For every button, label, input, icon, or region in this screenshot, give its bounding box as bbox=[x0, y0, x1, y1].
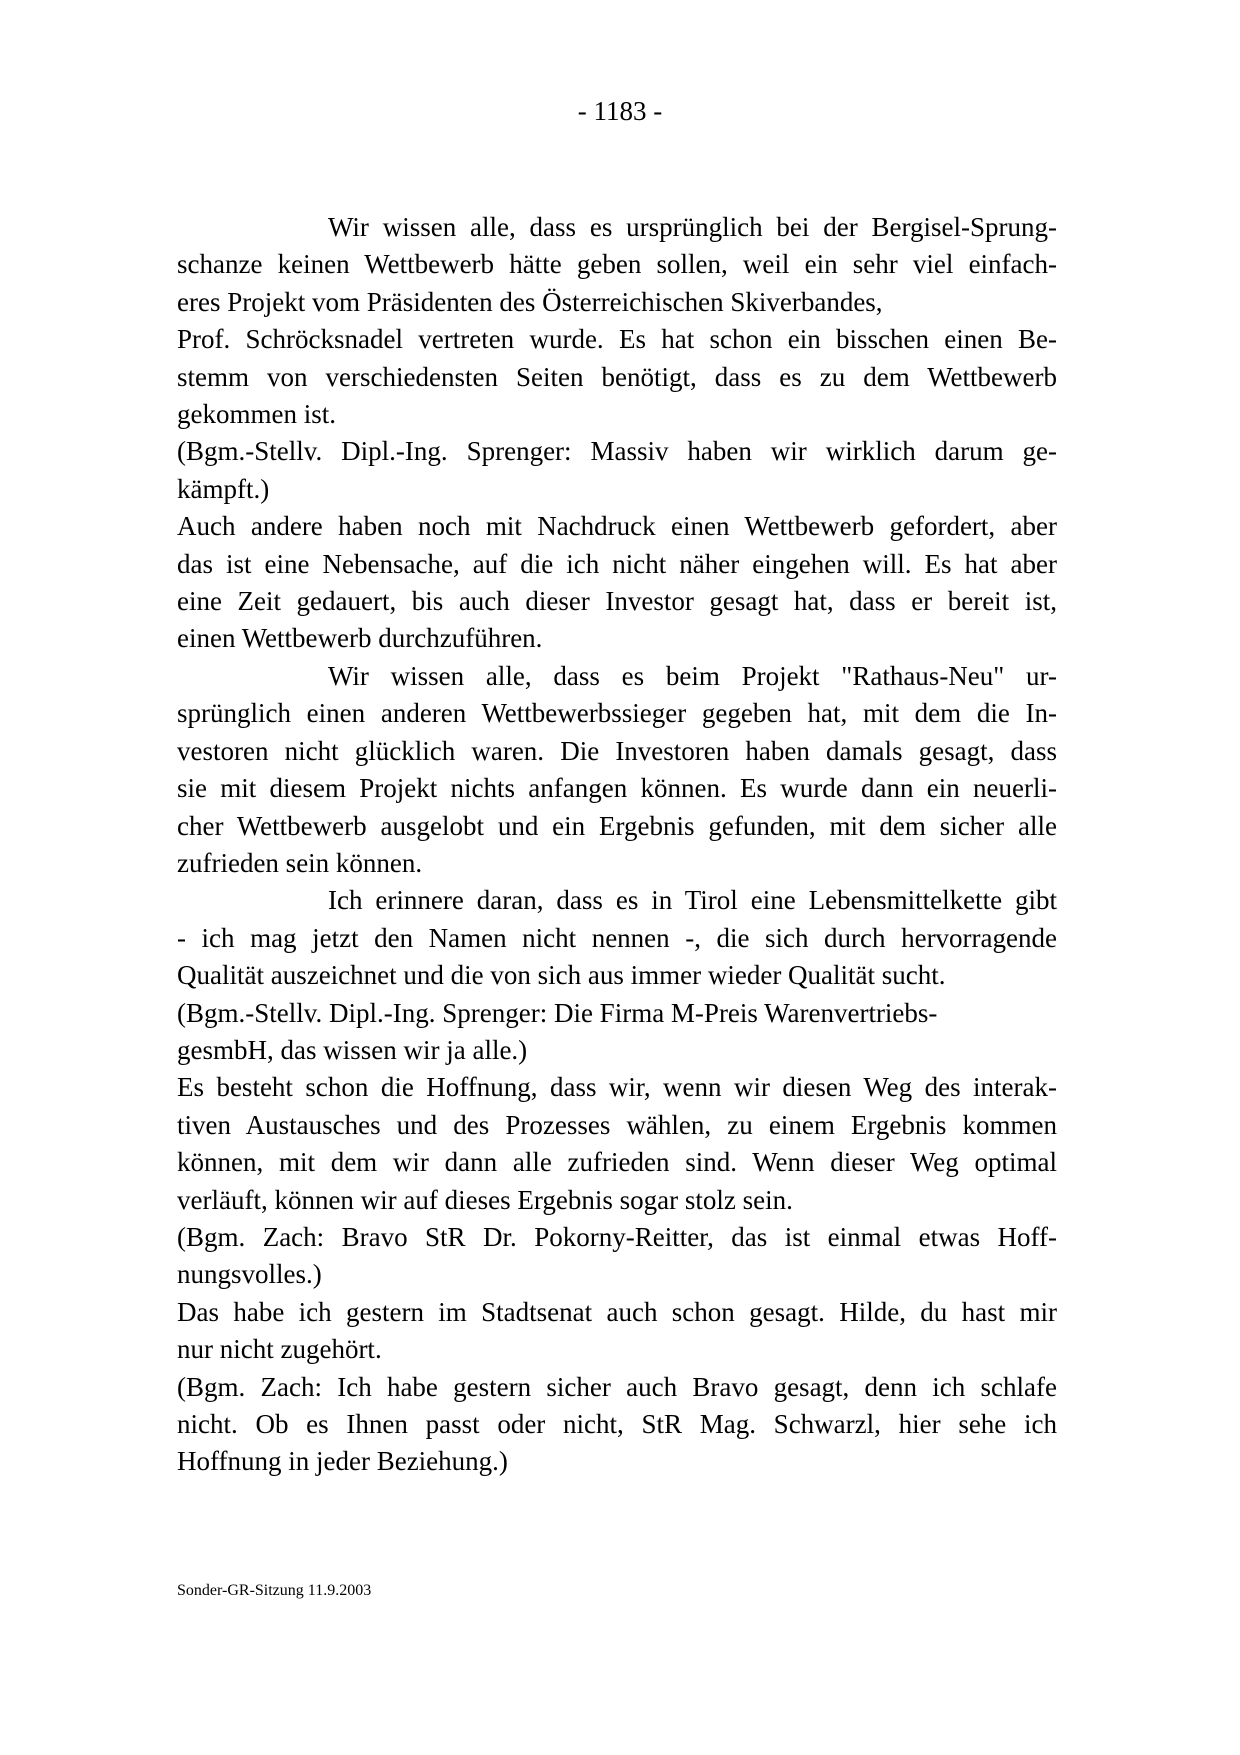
text-line: (Bgm. Zach: Bravo StR Dr. Pokorny-Reitter, das ist einmal etwas Hoff- bbox=[177, 1221, 1057, 1252]
footer: Sonder-GR-Sitzung 11.9.2003 bbox=[177, 1582, 372, 1599]
text-line: Auch andere haben noch mit Nachdruck einen Wettbewerb gefordert, aber bbox=[177, 511, 1057, 542]
text-line: zufrieden sein können. bbox=[177, 847, 423, 878]
text-line: verläuft, können wir auf dieses Ergebnis sogar stolz sein. bbox=[177, 1184, 793, 1215]
text-line: - ich mag jetzt den Namen nicht nennen -, die sich durch hervorragende bbox=[177, 922, 1057, 953]
text-line: eres Projekt vom Präsidenten des Österreichischen Skiverbandes, bbox=[177, 286, 883, 317]
text-line: (Bgm.-Stellv. Dipl.-Ing. Sprenger: Die Firma M-Preis Warenvertriebs- bbox=[177, 997, 938, 1028]
text-line: tiven Austausches und des Prozesses wählen, zu einem Ergebnis kommen bbox=[177, 1109, 1057, 1140]
text-line: sie mit diesem Projekt nichts anfangen können. Es wurde dann ein neuerli- bbox=[177, 773, 1057, 804]
text-line: Prof. Schröcksnadel vertreten wurde. Es hat schon ein bisschen einen Be- bbox=[177, 324, 1057, 355]
text-line: Das habe ich gestern im Stadtsenat auch schon gesagt. Hilde, du hast mir bbox=[177, 1296, 1057, 1327]
text-line: das ist eine Nebensache, auf die ich nicht näher eingehen will. Es hat aber bbox=[177, 548, 1057, 579]
text-line: gesmbH, das wissen wir ja alle.) bbox=[177, 1034, 528, 1065]
text-line: cher Wettbewerb ausgelobt und ein Ergebnis gefunden, mit dem sicher alle bbox=[177, 810, 1057, 841]
text-line: Hoffnung in jeder Beziehung.) bbox=[177, 1446, 508, 1477]
page-number: - 1183 - bbox=[577, 96, 663, 126]
text-line: Wir wissen alle, dass es ursprünglich bei der Bergisel-Sprung- bbox=[328, 212, 1057, 242]
text-line: stemm von verschiedensten Seiten benötigt, dass es zu dem Wettbewerb bbox=[177, 361, 1057, 392]
text-line: eine Zeit gedauert, bis auch dieser Investor gesagt hat, dass er bereit ist, bbox=[177, 586, 1057, 617]
text-line: einen Wettbewerb durchzuführen. bbox=[177, 623, 543, 654]
text-line: nicht. Ob es Ihnen passt oder nicht, StR Mag. Schwarzl, hier sehe ich bbox=[177, 1409, 1057, 1439]
text-line: gekommen ist. bbox=[177, 399, 336, 430]
text-line: kämpft.) bbox=[177, 473, 270, 504]
text-line: Qualität auszeichnet und die von sich aus immer wieder Qualität sucht. bbox=[177, 960, 946, 991]
text-line: nungsvolles.) bbox=[177, 1259, 322, 1290]
text-line: (Bgm. Zach: Ich habe gestern sicher auch Bravo gesagt, denn ich schlafe bbox=[177, 1371, 1057, 1402]
text-line: Es besteht schon die Hoffnung, dass wir, wenn wir diesen Weg des interak- bbox=[177, 1072, 1057, 1103]
body-text bbox=[177, 209, 1057, 1481]
text-line: sprünglich einen anderen Wettbewerbssieger gegeben hat, mit dem die In- bbox=[177, 698, 1057, 729]
text-line: können, mit dem wir dann alle zufrieden sind. Wenn dieser Weg optimal bbox=[177, 1147, 1057, 1178]
text-line: schanze keinen Wettbewerb hätte geben sollen, weil ein sehr viel einfach- bbox=[177, 249, 1057, 280]
text-line: vestoren nicht glücklich waren. Die Investoren haben damals gesagt, dass bbox=[177, 735, 1057, 766]
text-line: nur nicht zugehört. bbox=[177, 1334, 382, 1365]
text-line: (Bgm.-Stellv. Dipl.-Ing. Sprenger: Massiv haben wir wirklich darum ge- bbox=[177, 436, 1057, 467]
text-line: Wir wissen alle, dass es beim Projekt "Rathaus-Neu" ur- bbox=[328, 660, 1057, 691]
text-line: Ich erinnere daran, dass es in Tirol eine Lebensmittelkette gibt bbox=[328, 885, 1057, 916]
